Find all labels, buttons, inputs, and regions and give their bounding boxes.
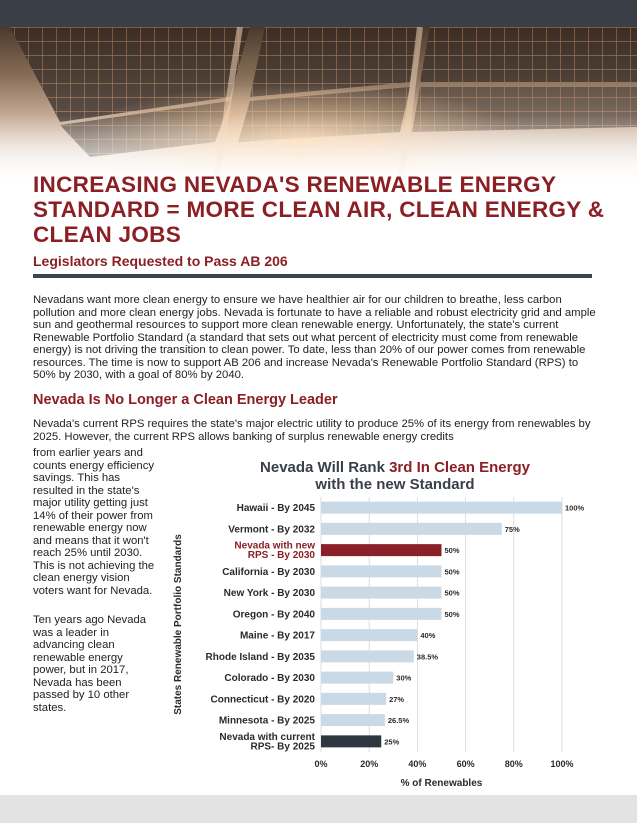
footer-bar — [0, 795, 637, 823]
bar-value-label: 40% — [420, 631, 436, 641]
x-axis-label: % of Renewables — [400, 778, 483, 789]
bar — [321, 735, 381, 747]
bar — [321, 523, 502, 535]
chart-title-part2: with the new Standard — [315, 476, 475, 493]
category-label: Maine - By 2017 — [239, 630, 315, 642]
bar — [321, 587, 442, 599]
section-heading: Nevada Is No Longer a Clean Energy Leader — [33, 392, 338, 408]
bar-value-label: 27% — [389, 694, 405, 704]
side-paragraph-1: from earlier years and counts energy efficiency savings. This has resulted in the state's major utility getting just 14% of their power from renewable energy now and means that it won't reach 25% until 2030. This is not achieving the clean energy vision voters want for Nevada. — [33, 447, 155, 597]
bar-value-label: 26.5% — [387, 716, 410, 726]
renewable-standards-bar-chart — [165, 495, 605, 795]
side-paragraph-2: Ten years ago Nevada was a leader in advancing clean renewable energy power, but in 2017, Nevada has been passed by 10 other states. — [33, 614, 147, 714]
x-tick-label: 20% — [360, 759, 379, 769]
bar — [321, 693, 386, 705]
chart-title-part1: Nevada Will Rank — [260, 459, 390, 476]
bar-value-label: 38.5% — [416, 652, 439, 662]
bar-value-label: 75% — [504, 524, 520, 534]
bar — [321, 714, 385, 726]
bar-value-label: 25% — [384, 737, 400, 747]
bar — [321, 629, 417, 641]
bar — [321, 650, 414, 662]
title-divider — [33, 274, 592, 278]
solar-panel-hero-image — [0, 27, 637, 187]
bar — [321, 565, 442, 577]
category-label: Oregon - By 2040 — [232, 609, 315, 621]
category-label: Nevada with current — [219, 731, 315, 743]
section-paragraph: Nevada's current RPS requires the state's major electric utility to produce 25% of its energy from renewables by 2025. However, the current RPS allows banking of surplus renewable energy credits — [33, 418, 591, 443]
bar — [321, 502, 562, 514]
page-subtitle: Legislators Requested to Pass AB 206 — [33, 253, 288, 269]
intro-paragraph: Nevadans want more clean energy to ensure we have healthier air for our children to breathe, less carbon pollution and more clean energy jobs. Nevada is fortunate to have a reliable and robust electricity grid and ample sun and geothermal resources to support more clean renewable energy. Unfortunately, the state's current Renewable Portfolio Standard (a standard that sets out what percent of electricity must come from renewable energy) is not driving the transition to clean power. To date, less than 20% of our power comes from renewable resources. The time is now to support AB 206 and increase Nevada's Renewable Portfolio Standard (RPS) to 50% by 2030, with a goal of 80% by 2040. — [33, 294, 596, 381]
x-tick-label: 60% — [456, 759, 475, 769]
bar-value-label: 30% — [396, 673, 412, 683]
y-axis-label: States Renewable Portfolio Standards — [173, 534, 184, 715]
category-label: Rhode Island - By 2035 — [205, 651, 315, 663]
category-label: California - By 2030 — [222, 566, 315, 578]
category-label: RPS- By 2025 — [250, 741, 315, 753]
solar-panel-illustration — [0, 27, 637, 187]
category-label: Vermont - By 2032 — [228, 524, 315, 536]
chart-title — [230, 459, 560, 493]
x-tick-label: 0% — [314, 759, 328, 769]
bar-value-label: 50% — [444, 588, 460, 598]
bar-value-label: 50% — [444, 567, 460, 577]
page-title: INCREASING NEVADA'S RENEWABLE ENERGY STANDARD = MORE CLEAN AIR, CLEAN ENERGY & CLEAN JOBS — [33, 172, 605, 247]
chart-title-highlight: 3rd In Clean Energy — [389, 459, 530, 476]
bar — [321, 672, 393, 684]
category-label: Nevada with new — [234, 540, 315, 552]
category-label: Minnesota - By 2025 — [218, 715, 315, 727]
x-tick-label: 80% — [504, 759, 523, 769]
category-label: Colorado - By 2030 — [224, 673, 315, 685]
bar — [321, 608, 442, 620]
category-label: New York - By 2030 — [223, 588, 315, 600]
bar-value-label: 50% — [444, 546, 460, 556]
x-tick-label: 100% — [550, 759, 574, 769]
category-label: RPS - By 2030 — [247, 550, 315, 562]
category-label: Hawaii - By 2045 — [236, 503, 315, 515]
x-tick-label: 40% — [408, 759, 427, 769]
top-bar — [0, 0, 637, 27]
bar-value-label: 100% — [565, 503, 585, 513]
category-label: Connecticut - By 2020 — [210, 694, 315, 706]
bar-value-label: 50% — [444, 609, 460, 619]
bar — [321, 544, 442, 556]
